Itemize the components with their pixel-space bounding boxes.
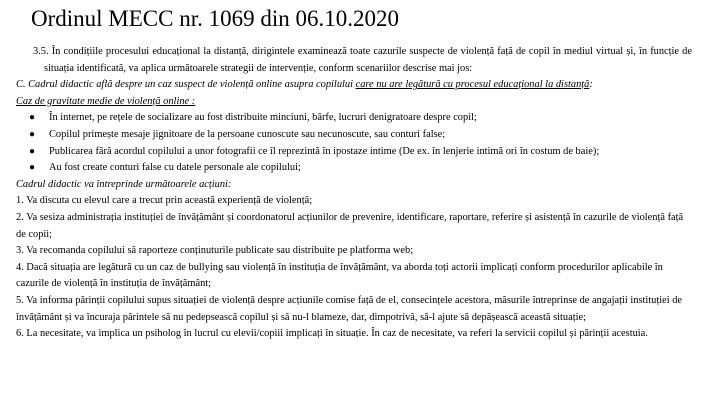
section-c-underlined: care nu are legătură cu procesul educațional la distanță: [355, 79, 590, 91]
action-item-1: 1. Va discuta cu elevul care a trecut prin această experiență de violență;: [16, 195, 313, 207]
action-item-5: 5. Va informa părinții copilului supus situației de violență despre acțiunile comise față de el, consecințele acestora, măsurile întreprinse de angajații instituției de învățământ și va încuraja părintele să nu pedepsească copilul și să nu-l blameze, dar, dimpotrivă, să-l ajute să depășească această situație;: [16, 294, 683, 323]
gravity-heading: Caz de gravitate medie de violență online :: [16, 95, 196, 107]
list-item: [16, 160, 692, 177]
bullet-text: Publicarea fără acordul copilului a unor fotografii ce îl reprezintă în ipostaze intime (De ex. în lenjerie intimă ori în costum de baie);: [49, 145, 600, 157]
section-c-suffix: :: [589, 79, 593, 91]
action-item-3: 3. Va recomanda copilului să raporteze conținuturile publicate sau distribuite pe platforma web;: [16, 245, 414, 257]
bullet-text: În internet, pe rețele de socializare au fost distribuite minciuni, bârfe, lucruri denigratoare despre copil;: [49, 112, 477, 124]
intro-paragraph: 3.5. În condițiile procesului educațional la distanță, dirigintele examinează toate cazurile suspecte de violență față de copil în mediul virtual și, în funcție de situația identificată, va aplica următoarele strategii de intervenție, conform scenariilor descrise mai jos:: [33, 46, 692, 74]
bullet-icon: ●: [29, 145, 36, 157]
list-item: [16, 110, 692, 127]
section-c-prefix: C. Cadrul didactic află despre un caz suspect de violență online asupra copilului: [16, 79, 356, 91]
bullet-text: Au fost create conturi false cu datele personale ale copilului;: [49, 162, 301, 174]
bullet-icon: ●: [29, 162, 36, 174]
bullet-icon: ●: [29, 112, 36, 124]
document-body: [16, 44, 692, 343]
bullet-icon: ●: [29, 128, 36, 140]
actions-heading: Cadrul didactic va întreprinde următoarele acțiuni:: [16, 178, 232, 190]
bullet-text: Copilul primește mesaje jignitoare de la persoane cunoscute sau necunoscute, sau conturi false;: [49, 128, 446, 140]
action-item-6: 6. La necesitate, va implica un psiholog în lucrul cu elevii/copiii implicați în situație. În caz de necesitate, va referi la servicii copilul și părinții acestuia.: [16, 328, 648, 340]
list-item: [16, 144, 692, 161]
action-item-4: 4. Dacă situația are legătură cu un caz de bullying sau violență în instituția de învățământ, va aborda toți actorii implicați conform procedurilor aplicabile în cazurile de violență în instituția de învățământ;: [16, 261, 663, 290]
document-title: Ordinul MECC nr. 1069 din 06.10.2020: [31, 6, 400, 31]
bullet-list: [16, 110, 692, 176]
section-c-heading: [16, 77, 692, 94]
action-item-2: 2. Va sesiza administrația instituției de învățământ și coordonatorul acțiunilor de prevenire, identificare, raportare, referire și asistență în cazurile de violență față de copii;: [16, 211, 684, 240]
list-item: [16, 127, 692, 144]
